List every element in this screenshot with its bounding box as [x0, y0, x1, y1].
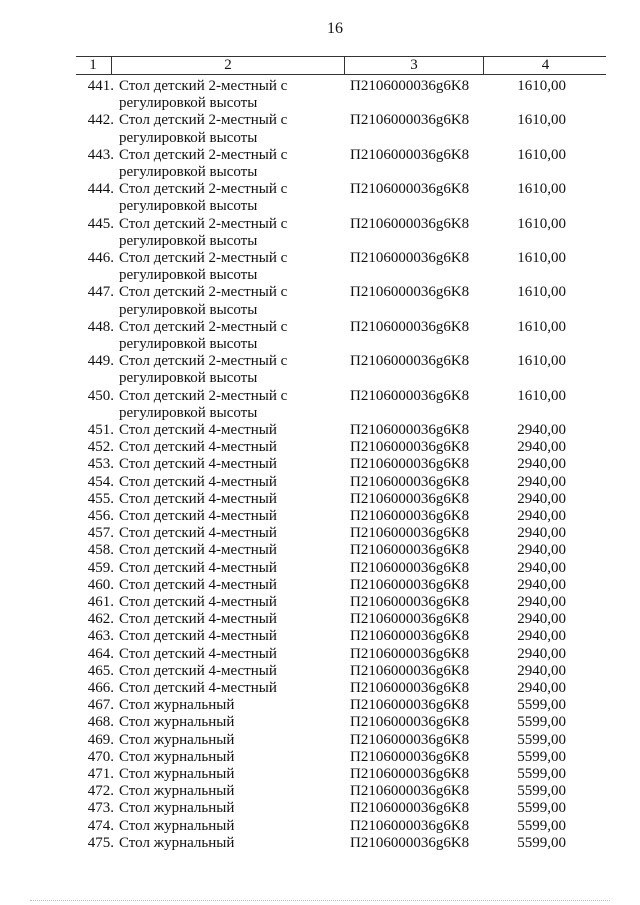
row-number: 444.: [87, 181, 114, 198]
item-price: 2940,00: [517, 593, 566, 610]
table-row: [0, 112, 640, 146]
item-price: 2940,00: [517, 559, 566, 576]
item-name: Стол детский 2-местный с регулировкой высоты: [119, 78, 288, 112]
item-code: П2106000036g6K8: [350, 697, 470, 714]
item-price: 2940,00: [517, 525, 566, 542]
item-price: 5599,00: [517, 748, 566, 765]
item-code: П2106000036g6K8: [350, 542, 470, 559]
table-row: [0, 491, 640, 508]
item-code: П2106000036g6K8: [350, 284, 470, 301]
item-price: 1610,00: [517, 181, 566, 198]
row-number: 468.: [87, 714, 114, 731]
item-price: 1610,00: [517, 284, 566, 301]
table-row: [0, 646, 640, 663]
item-name: Стол детский 2-местный с регулировкой высоты: [119, 249, 288, 284]
item-price: 2940,00: [517, 439, 566, 456]
item-code: П2106000036g6K8: [350, 78, 470, 94]
item-name: Стол журнальный: [119, 697, 235, 714]
item-name: Стол журнальный: [119, 834, 235, 851]
row-number: 467.: [87, 697, 114, 714]
table-row: [0, 577, 640, 594]
item-price: 5599,00: [517, 714, 566, 731]
row-number: 442.: [87, 112, 114, 129]
item-code: П2106000036g6K8: [350, 318, 470, 335]
item-name: Стол журнальный: [119, 765, 235, 782]
item-code: П2106000036g6K8: [350, 645, 470, 662]
item-code: П2106000036g6K8: [350, 817, 470, 834]
item-code: П2106000036g6K8: [350, 800, 470, 817]
item-price: 5599,00: [517, 731, 566, 748]
row-number: 470.: [87, 748, 114, 765]
item-code: П2106000036g6K8: [350, 473, 470, 490]
item-code: П2106000036g6K8: [350, 507, 470, 524]
item-price: 1610,00: [517, 146, 566, 163]
table-row: [0, 749, 640, 766]
item-name: Стол детский 2-местный с регулировкой высоты: [119, 284, 288, 318]
item-price: 2940,00: [517, 473, 566, 490]
row-number: 472.: [87, 783, 114, 800]
item-name: Стол детский 2-местный с регулировкой высоты: [119, 353, 288, 387]
row-number: 456.: [87, 507, 114, 524]
row-number: 464.: [87, 645, 114, 662]
row-number: 473.: [87, 800, 114, 817]
row-number: 465.: [87, 662, 114, 679]
item-code: П2106000036g6K8: [350, 439, 470, 456]
item-name: Стол журнальный: [119, 714, 235, 731]
row-number: 450.: [87, 387, 114, 404]
item-name: Стол детский 4-местный: [119, 628, 277, 645]
table-row: [0, 474, 640, 491]
item-price: 5599,00: [517, 697, 566, 714]
table-row: [0, 560, 640, 577]
item-name: Стол детский 2-местный с регулировкой высоты: [119, 146, 288, 180]
row-number: 469.: [87, 731, 114, 748]
item-code: П2106000036g6K8: [350, 748, 470, 765]
row-number: 449.: [87, 353, 114, 370]
table-row: [0, 663, 640, 680]
row-number: 471.: [87, 765, 114, 782]
item-name: Стол детский 4-местный: [119, 542, 277, 559]
item-code: П2106000036g6K8: [350, 834, 470, 851]
item-price: 1610,00: [517, 318, 566, 335]
item-price: 2940,00: [517, 662, 566, 679]
table-row: [0, 800, 640, 817]
item-price: 2940,00: [517, 576, 566, 593]
table-row: [0, 835, 640, 852]
item-name: Стол детский 4-местный: [119, 645, 277, 662]
item-price: 1610,00: [517, 249, 566, 266]
item-name: Стол детский 4-местный: [119, 421, 277, 438]
item-name: Стол детский 4-местный: [119, 559, 277, 576]
row-number: 447.: [87, 284, 114, 301]
item-code: П2106000036g6K8: [350, 783, 470, 800]
table-row: [0, 181, 640, 215]
item-price: 1610,00: [517, 112, 566, 129]
item-code: П2106000036g6K8: [350, 112, 470, 129]
table-body: [0, 78, 640, 852]
item-name: Стол детский 4-местный: [119, 576, 277, 593]
footer-divider: [30, 899, 610, 901]
item-code: П2106000036g6K8: [350, 249, 470, 266]
item-name: Стол журнальный: [119, 800, 235, 817]
table-row: [0, 284, 640, 318]
table-row: [0, 250, 640, 284]
row-number: 461.: [87, 593, 114, 610]
item-name: Стол журнальный: [119, 783, 235, 800]
column-header-1: 1: [89, 57, 97, 73]
item-name: Стол детский 2-местный с регулировкой высоты: [119, 387, 288, 421]
item-name: Стол журнальный: [119, 731, 235, 748]
row-number: 475.: [87, 834, 114, 851]
row-number: 454.: [87, 473, 114, 490]
item-price: 2940,00: [517, 645, 566, 662]
row-number: 451.: [87, 421, 114, 438]
item-name: Стол детский 2-местный с регулировкой высоты: [119, 318, 288, 352]
item-code: П2106000036g6K8: [350, 490, 470, 507]
item-price: 1610,00: [517, 387, 566, 404]
table-row: [0, 714, 640, 731]
column-header-4: 4: [483, 57, 607, 74]
table-row: [0, 422, 640, 439]
item-code: П2106000036g6K8: [350, 421, 470, 438]
row-number: 457.: [87, 525, 114, 542]
row-number: 459.: [87, 559, 114, 576]
row-number: 446.: [87, 249, 114, 266]
row-number: 460.: [87, 576, 114, 593]
item-price: 5599,00: [517, 817, 566, 834]
table-row: [0, 628, 640, 645]
table-row: [0, 732, 640, 749]
table-row: [0, 353, 640, 387]
table-row: [0, 680, 640, 697]
item-name: Стол журнальный: [119, 748, 235, 765]
table-row: [0, 508, 640, 525]
table-row: [0, 783, 640, 800]
item-name: Стол детский 4-местный: [119, 456, 277, 473]
item-code: П2106000036g6K8: [350, 662, 470, 679]
item-name: Стол детский 4-местный: [119, 662, 277, 679]
table-row: [0, 766, 640, 783]
item-price: 1610,00: [517, 353, 566, 370]
item-code: П2106000036g6K8: [350, 628, 470, 645]
table-row: [0, 216, 640, 250]
item-code: П2106000036g6K8: [350, 593, 470, 610]
item-price: 5599,00: [517, 783, 566, 800]
table-row: [0, 611, 640, 628]
item-name: Стол детский 4-местный: [119, 611, 277, 628]
row-number: 445.: [87, 215, 114, 232]
item-name: Стол детский 4-местный: [119, 439, 277, 456]
table-row: [0, 456, 640, 473]
table-row: [0, 697, 640, 714]
item-name: Стол детский 4-местный: [119, 473, 277, 490]
item-code: П2106000036g6K8: [350, 731, 470, 748]
row-number: 452.: [87, 439, 114, 456]
row-number: 474.: [87, 817, 114, 834]
table-row: [0, 319, 640, 353]
item-code: П2106000036g6K8: [350, 353, 470, 370]
row-number: 462.: [87, 611, 114, 628]
table-row: [0, 388, 640, 422]
item-price: 5599,00: [517, 834, 566, 851]
item-price: 2940,00: [517, 421, 566, 438]
item-code: П2106000036g6K8: [350, 146, 470, 163]
item-name: Стол детский 2-местный с регулировкой высоты: [119, 215, 288, 249]
row-number: 453.: [87, 456, 114, 473]
item-price: 5599,00: [517, 800, 566, 817]
item-name: Стол детский 4-местный: [119, 525, 277, 542]
item-name: Стол детский 4-местный: [119, 593, 277, 610]
page-number: 16: [327, 20, 343, 37]
item-code: П2106000036g6K8: [350, 215, 470, 232]
item-code: П2106000036g6K8: [350, 525, 470, 542]
item-price: 2940,00: [517, 628, 566, 645]
table-row: [0, 525, 640, 542]
item-name: Стол детский 4-местный: [119, 679, 277, 696]
row-number: 463.: [87, 628, 114, 645]
table-row: [0, 78, 640, 112]
item-name: Стол журнальный: [119, 817, 235, 834]
row-number: 448.: [87, 318, 114, 335]
item-name: Стол детский 2-местный с регулировкой высоты: [119, 181, 288, 215]
column-header-3: 3: [344, 57, 483, 74]
item-price: 1610,00: [517, 78, 566, 94]
item-code: П2106000036g6K8: [350, 714, 470, 731]
item-price: 2940,00: [517, 490, 566, 507]
item-name: Стол детский 4-местный: [119, 490, 277, 507]
table-row: [0, 439, 640, 456]
row-number: 455.: [87, 490, 114, 507]
column-header-2: 2: [111, 57, 344, 74]
row-number: 441.: [87, 78, 114, 94]
item-price: 2940,00: [517, 611, 566, 628]
item-name: Стол детский 4-местный: [119, 507, 277, 524]
item-code: П2106000036g6K8: [350, 576, 470, 593]
item-price: 2940,00: [517, 679, 566, 696]
item-code: П2106000036g6K8: [350, 387, 470, 404]
item-code: П2106000036g6K8: [350, 611, 470, 628]
table-row: [0, 818, 640, 835]
item-code: П2106000036g6K8: [350, 456, 470, 473]
item-price: 2940,00: [517, 542, 566, 559]
table-row: [0, 594, 640, 611]
table-row: [0, 542, 640, 559]
row-number: 458.: [87, 542, 114, 559]
table-header: [76, 56, 606, 75]
item-price: 2940,00: [517, 507, 566, 524]
item-price: 5599,00: [517, 765, 566, 782]
item-name: Стол детский 2-местный с регулировкой высоты: [119, 112, 288, 146]
item-code: П2106000036g6K8: [350, 765, 470, 782]
table-row: [0, 147, 640, 181]
item-code: П2106000036g6K8: [350, 181, 470, 198]
item-code: П2106000036g6K8: [350, 679, 470, 696]
item-price: 1610,00: [517, 215, 566, 232]
item-price: 2940,00: [517, 456, 566, 473]
item-code: П2106000036g6K8: [350, 559, 470, 576]
row-number: 443.: [87, 146, 114, 163]
row-number: 466.: [87, 679, 114, 696]
